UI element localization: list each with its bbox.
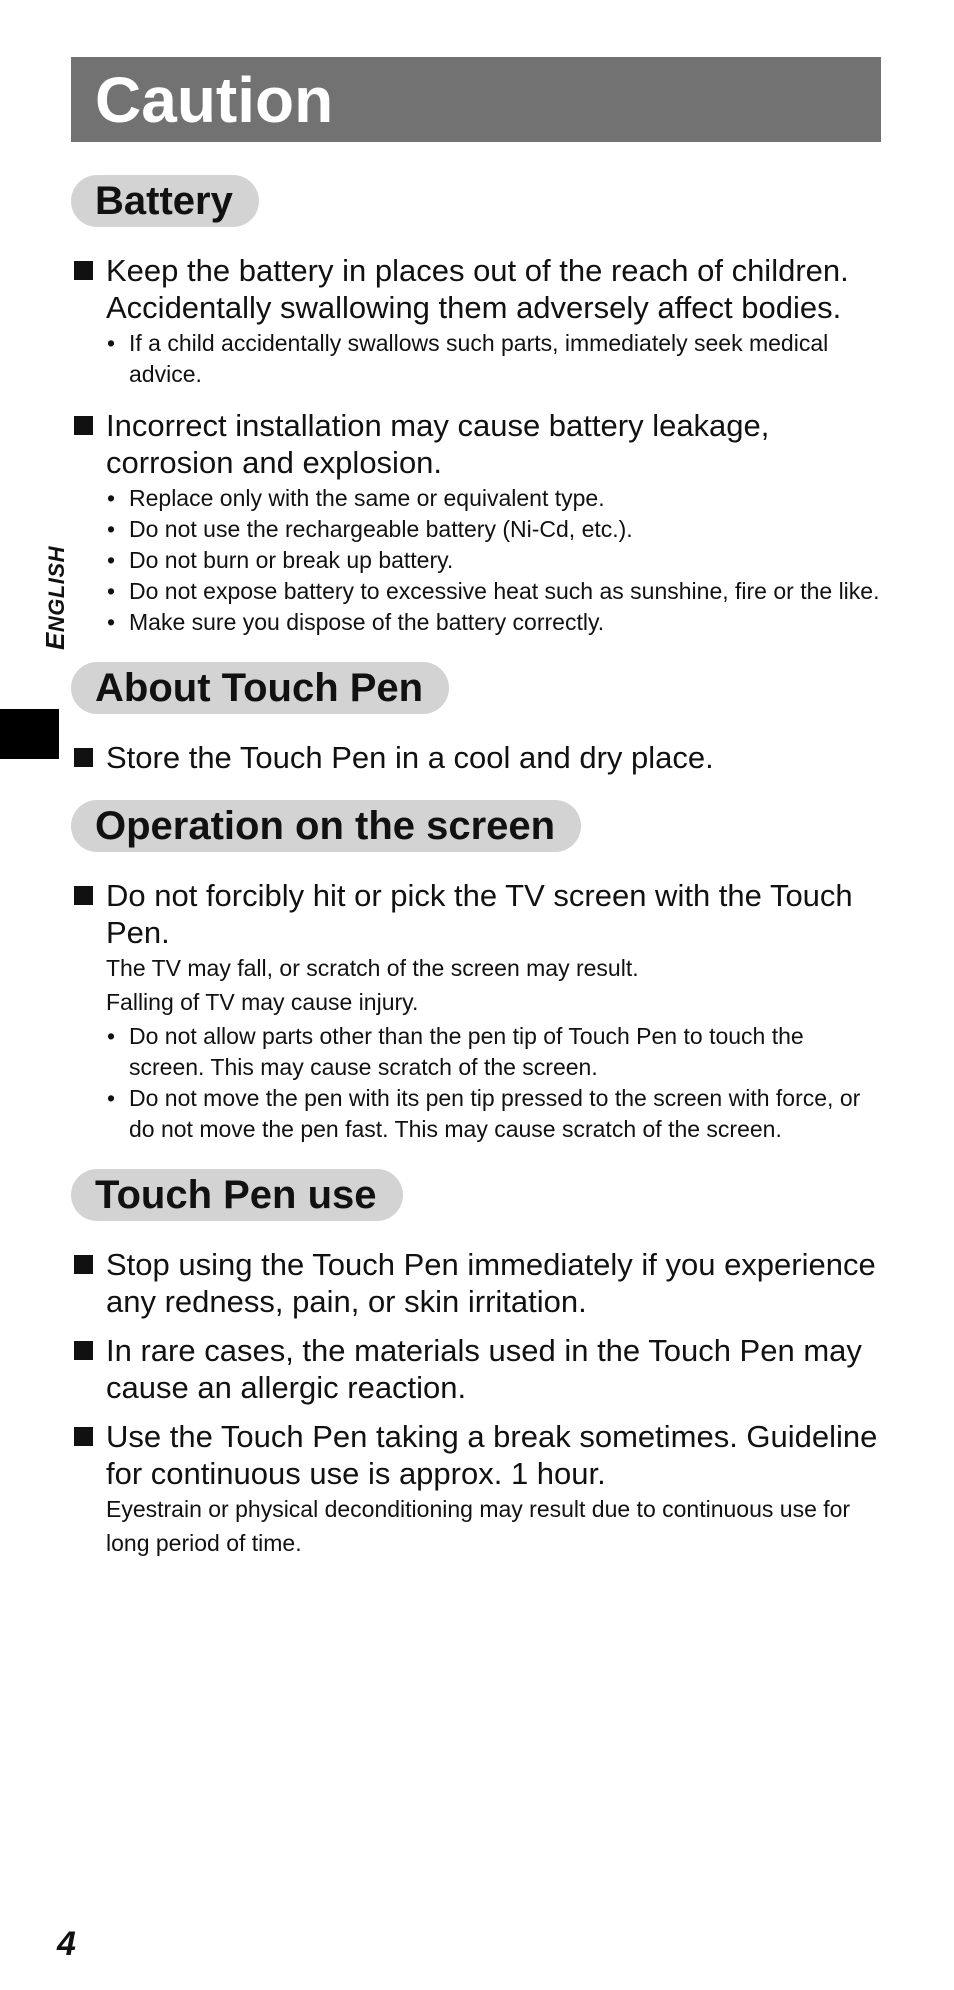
dot-bullet-icon: • bbox=[107, 547, 116, 573]
note-text: Falling of TV may cause injury. bbox=[106, 989, 419, 1015]
section-heading-about-touch-pen: About Touch Pen bbox=[71, 662, 449, 714]
section-touch-pen-use bbox=[71, 1169, 881, 1560]
dot-bullet-icon: • bbox=[107, 578, 116, 604]
side-language-label bbox=[40, 546, 71, 650]
sub-item-text: Make sure you dispose of the battery correctly. bbox=[129, 609, 605, 635]
sub-item-text: Do not use the rechargeable battery (Ni-Cd, etc.). bbox=[129, 516, 633, 542]
square-bullet-icon bbox=[74, 261, 93, 280]
bullet-text: Incorrect installation may cause battery leakage, corrosion and explosion. bbox=[106, 408, 770, 480]
note-text: Eyestrain or physical deconditioning may result due to continuous use for long period of time. bbox=[106, 1496, 851, 1556]
dot-bullet-icon: • bbox=[107, 485, 116, 511]
sub-item bbox=[71, 1021, 881, 1083]
bullet-text: Keep the battery in places out of the reach of children. Accidentally swallowing them adversely affect bodies. bbox=[106, 253, 849, 325]
sub-item bbox=[71, 607, 881, 638]
square-bullet-icon bbox=[74, 416, 93, 435]
sub-item-text: Do not burn or break up battery. bbox=[129, 547, 454, 573]
page-title: Caution bbox=[95, 63, 334, 136]
bullet-item bbox=[71, 1332, 881, 1406]
sub-item-text: Replace only with the same or equivalent type. bbox=[129, 485, 605, 511]
bullet-item bbox=[71, 739, 881, 776]
side-language-tab bbox=[0, 709, 59, 759]
section-battery bbox=[71, 175, 881, 638]
sub-item-text: Do not move the pen with its pen tip pressed to the screen with force, or do not move the pen fast. This may cause scratch of the screen. bbox=[129, 1085, 861, 1142]
side-label-rest: NGLISH bbox=[44, 546, 69, 633]
section-heading-operation-on-screen: Operation on the screen bbox=[71, 800, 581, 852]
sub-item-text: If a child accidentally swallows such parts, immediately seek medical advice. bbox=[129, 330, 829, 387]
section-about-touch-pen bbox=[71, 662, 881, 776]
sub-item-text: Do not expose battery to excessive heat such as sunshine, fire or the like. bbox=[129, 578, 880, 604]
bullet-item bbox=[71, 1418, 881, 1492]
dot-bullet-icon: • bbox=[107, 516, 116, 542]
section-heading-battery: Battery bbox=[71, 175, 259, 227]
bullet-text: Stop using the Touch Pen immediately if you experience any redness, pain, or skin irritation. bbox=[106, 1247, 876, 1319]
dot-bullet-icon: • bbox=[107, 330, 116, 356]
bullet-text: In rare cases, the materials used in the Touch Pen may cause an allergic reaction. bbox=[106, 1333, 862, 1405]
bullet-text: Do not forcibly hit or pick the TV screen with the Touch Pen. bbox=[106, 878, 853, 950]
square-bullet-icon bbox=[74, 1427, 93, 1446]
dot-bullet-icon: • bbox=[107, 1023, 116, 1049]
sub-item bbox=[71, 576, 881, 607]
section-operation-on-screen bbox=[71, 800, 881, 1145]
sub-item-text: Do not allow parts other than the pen tip of Touch Pen to touch the screen. This may cause scratch of the screen. bbox=[129, 1023, 804, 1080]
bullet-text: Store the Touch Pen in a cool and dry place. bbox=[106, 740, 714, 775]
note-text: The TV may fall, or scratch of the screen may result. bbox=[106, 955, 639, 981]
bullet-item bbox=[71, 407, 881, 481]
bullet-item bbox=[71, 1246, 881, 1320]
square-bullet-icon bbox=[74, 886, 93, 905]
sub-item bbox=[71, 545, 881, 576]
sub-item bbox=[71, 514, 881, 545]
sub-item bbox=[71, 328, 881, 390]
title-bar bbox=[71, 57, 881, 142]
square-bullet-icon bbox=[74, 1255, 93, 1274]
page-content bbox=[71, 57, 881, 1560]
square-bullet-icon bbox=[74, 1341, 93, 1360]
sub-item bbox=[71, 1083, 881, 1145]
bullet-item bbox=[71, 252, 881, 326]
bullet-item bbox=[71, 877, 881, 951]
dot-bullet-icon: • bbox=[107, 609, 116, 635]
sub-item bbox=[71, 483, 881, 514]
dot-bullet-icon: • bbox=[107, 1085, 116, 1111]
square-bullet-icon bbox=[74, 748, 93, 767]
section-heading-touch-pen-use: Touch Pen use bbox=[71, 1169, 403, 1221]
page-number: 4 bbox=[57, 1925, 76, 1963]
bullet-text: Use the Touch Pen taking a break sometimes. Guideline for continuous use is approx. 1 hour. bbox=[106, 1419, 878, 1491]
side-label-initial: E bbox=[40, 632, 70, 650]
